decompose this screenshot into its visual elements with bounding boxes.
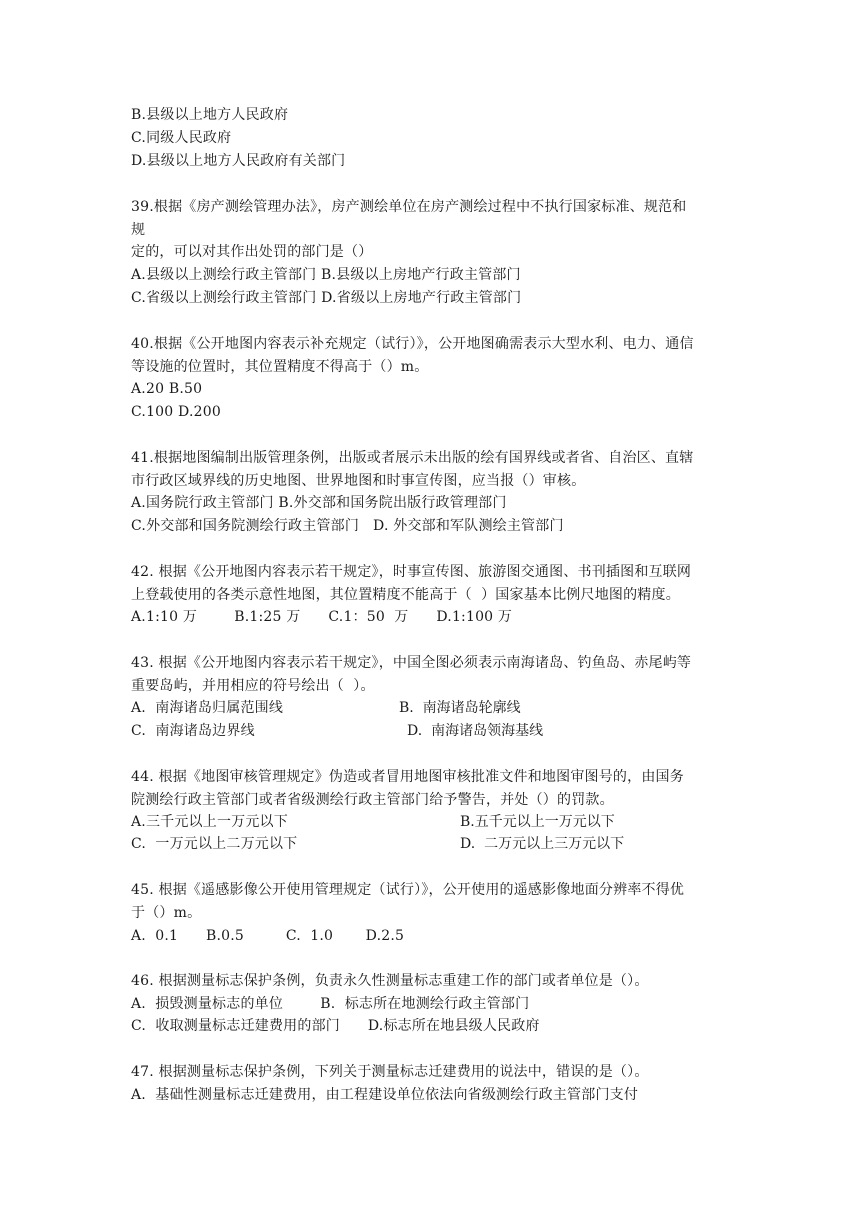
option-line: A.县级以上测绘行政主管部门 B.县级以上房地产行政主管部门: [131, 267, 521, 283]
option-line: A. 南海诸岛归属范围线: [131, 700, 284, 716]
question-text: 上登载使用的各类示意性地图，其位置精度不能高于（ ）国家基本比例尺地图的精度。: [131, 587, 680, 603]
question-text: 重要岛屿，并用相应的符号绘出（ ）。: [131, 678, 375, 694]
question-text: 40.根据《公开地图内容表示补充规定（试行）》，公开地图确需表示大型水利、电力、通信: [131, 336, 694, 352]
option-line: A. 0.1 B.0.5 C. 1.0 D.2.5: [131, 928, 405, 944]
question-text: 院测绘行政主管部门或者省级测绘行政主管部门给予警告，并处（）的罚款。: [131, 792, 614, 808]
option-line: A.20 B.50: [131, 381, 203, 397]
option-line: C.100 D.200: [131, 404, 221, 420]
question-text: 43. 根据《公开地图内容表示若干规定》，中国全图必须表示南海诸岛、钓鱼岛、赤尾屿等: [131, 655, 692, 671]
option-line: D. 南海诸岛领海基线: [407, 723, 544, 739]
question-text: 规: [131, 222, 146, 238]
option-line: B.五千元以上一万元以下: [460, 814, 615, 830]
option-line: A.三千元以上一万元以下: [131, 814, 288, 830]
option-line: C.同级人民政府: [131, 130, 232, 146]
option-line: C.省级以上测绘行政主管部门 D.省级以上房地产行政主管部门: [131, 290, 522, 306]
option-line: C. 收取测量标志迁建费用的部门 D.标志所在地县级人民政府: [131, 1018, 540, 1034]
question-text: 46. 根据测量标志保护条例，负责永久性测量标志重建工作的部门或者单位是（）。: [131, 973, 649, 989]
option-line: B. 南海诸岛轮廓线: [399, 700, 521, 716]
question-text: 39.根据《房产测绘管理办法》，房产测绘单位在房产测绘过程中不执行国家标准、规范和: [131, 199, 687, 215]
question-text: 市行政区域界线的历史地图、世界地图和时事宣传图，应当报（）审核。: [131, 473, 586, 489]
option-line: A. 基础性测量标志迁建费用，由工程建设单位依法向省级测绘行政主管部门支付: [131, 1087, 639, 1103]
question-text: 47. 根据测量标志保护条例，下列关于测量标志迁建费用的说法中，错误的是（）。: [131, 1064, 649, 1080]
question-text: 41.根据地图编制出版管理条例，出版或者展示未出版的绘有国界线或者省、自治区、直辖: [131, 450, 694, 466]
option-line: A. 损毁测量标志的单位 B. 标志所在地测绘行政主管部门: [131, 996, 530, 1012]
option-line: C. 一万元以上二万元以下: [131, 836, 298, 852]
option-line: C.外交部和国务院测绘行政主管部门 D. 外交部和军队测绘主管部门: [131, 518, 564, 534]
option-line: D.县级以上地方人民政府有关部门: [131, 153, 346, 169]
option-line: A.国务院行政主管部门 B.外交部和国务院出版行政管理部门: [131, 495, 507, 511]
question-text: 定的，可以对其作出处罚的部门是（）: [131, 244, 373, 260]
question-text: 45. 根据《遥感影像公开使用管理规定（试行）》，公开使用的遥感影像地面分辨率不得优: [131, 882, 685, 898]
question-text: 42. 根据《公开地图内容表示若干规定》，时事宣传图、旅游图交通图、书刊插图和互联网: [131, 564, 692, 580]
question-text: 等设施的位置时，其位置精度不得高于（）m。: [131, 359, 429, 375]
question-text: 于（）m。: [131, 905, 202, 921]
option-line: B.县级以上地方人民政府: [131, 107, 289, 123]
question-text: 44. 根据《地图审核管理规定》伪造或者冒用地图审核批准文件和地图审图号的，由国务: [131, 769, 684, 785]
option-line: A.1:10 万 B.1:25 万 C.1：50 万 D.1:100 万: [131, 609, 513, 625]
option-line: D. 二万元以上三万元以下: [460, 836, 625, 852]
option-line: C. 南海诸岛边界线: [131, 723, 255, 739]
